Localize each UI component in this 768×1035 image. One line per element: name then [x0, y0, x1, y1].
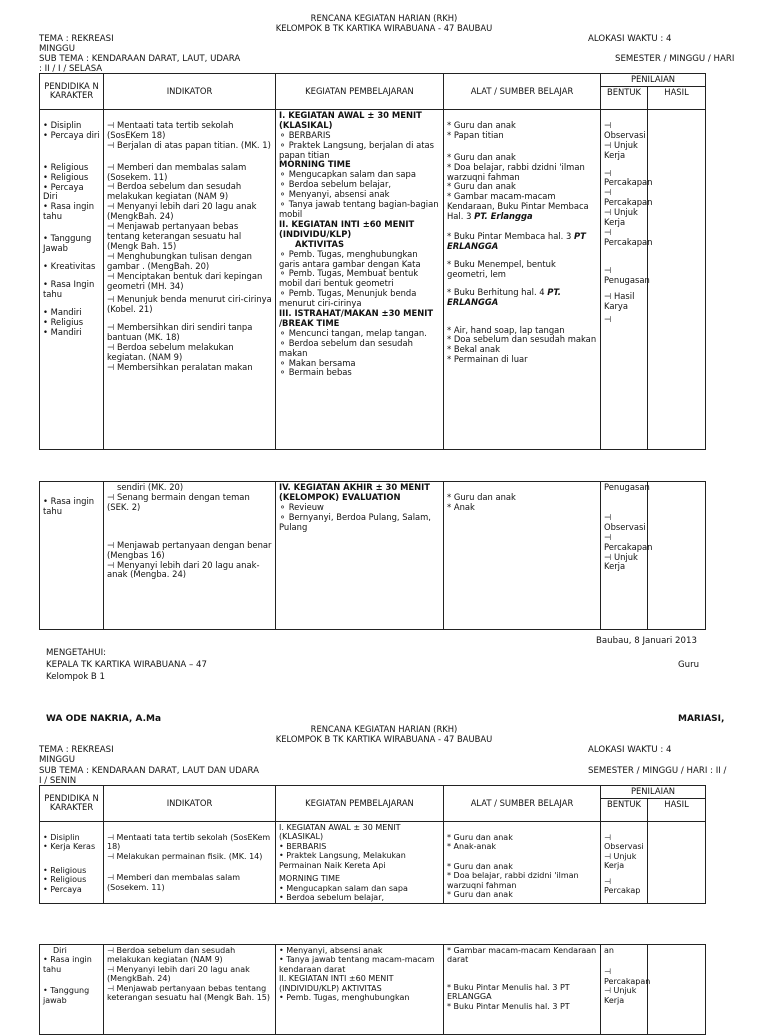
- indikator-cell: [104, 945, 276, 1035]
- indikator-cell: [104, 482, 276, 630]
- karakter-item: • Mandiri: [43, 326, 82, 337]
- kegiatan-inti: II. KEGIATAN INTI ±60 MENIT (INDIVIDU/KLP): [279, 218, 415, 239]
- karakter-item: • Rasa Ingin tahu: [43, 278, 95, 299]
- doc2-semester: SEMESTER / MINGGU / HARI : II /: [588, 766, 727, 776]
- kegiatan-item: ⚬ Mencunci tangan, melap tangan.: [279, 327, 427, 338]
- kegiatan-item: ⚬ Pemb. Tugas, Menunjuk benda menurut ciri-cirinya: [279, 288, 417, 309]
- indikator-item: ⊣ Menghubungkan tulisan dengan gambar . (MengBah. 20): [107, 250, 252, 271]
- karakter-item: • Tanggung Jawab: [43, 233, 92, 254]
- alat-item: * Guru dan anak: [447, 181, 516, 192]
- bentuk-item: ⊣ Observasi: [604, 832, 644, 852]
- indikator-item: ⊣ Memberi dan membalas salam (Sosekem. 11): [107, 873, 241, 892]
- karakter-cell: [40, 945, 104, 1035]
- kegiatan-item: ⚬ Mengucapkan salam dan sapa: [279, 169, 416, 180]
- bentuk-item: ⊣ Unjuk Kerja: [604, 551, 638, 572]
- signatory-left: WA ODE NAKRIA, A.Ma: [46, 714, 162, 724]
- alat-item: * Bekal anak: [447, 344, 501, 355]
- kegiatan-item: ⚬ Tanya jawab tentang bagian-bagian mobil: [279, 199, 439, 219]
- kegiatan-awal: I. KEGIATAN AWAL ± 30 MENIT (KLASIKAL): [279, 109, 422, 130]
- kegiatan-item: ⚬ Makan bersama: [279, 357, 356, 368]
- kegiatan-item: ⚬ Bermain bebas: [279, 367, 352, 378]
- bentuk-item: ⊣ Unjuk Kerja: [604, 851, 637, 871]
- alat-item: * Doa belajar, rabbi dzidni 'ilman warzuqni fahman: [447, 161, 585, 182]
- alat-item: * Doa belajar, rabbi dzidni 'ilman warzuqni fahman: [447, 871, 579, 890]
- alat-item: * Buku Pintar Menulis hal. 3 PT ERLANGGA: [447, 982, 570, 1002]
- kegiatan-item: • Mengucapkan salam dan sapa: [279, 883, 408, 893]
- alat-item: * Guru dan anak: [447, 492, 516, 502]
- kegiatan-awal: I. KEGIATAN AWAL ± 30 MENIT (KLASIKAL): [279, 822, 401, 842]
- bentuk-item: ⊣ Percakap: [604, 876, 641, 896]
- bentuk-item: ⊣ Percakapan: [604, 531, 653, 552]
- alat-cell: [444, 482, 601, 630]
- doc1-alokasi: ALOKASI WAKTU : 4: [588, 34, 672, 44]
- indikator-item: ⊣ Menjawab pertanyaan dengan benar (Mengbas 16): [107, 539, 272, 560]
- bentuk-item: ⊣ Unjuk Kerja: [604, 986, 637, 1005]
- kegiatan-item: ⚬ BERBARIS: [279, 129, 331, 140]
- alat-item: * Gambar macam-macam Kendaraan, Buku Pintar Membaca Hal. 3 PT. Erlangga: [447, 191, 589, 222]
- header-hasil: HASIL: [648, 798, 706, 821]
- indikator-cell: [104, 821, 276, 904]
- karakter-item: • Rasa ingin tahu: [43, 201, 95, 222]
- kegiatan-istirahat: III. ISTRAHAT/MAKAN ±30 MENIT /BREAK TIME: [279, 308, 434, 328]
- indikator-item: ⊣ Membersihkan diri sendiri tanpa bantuan (MK. 18): [107, 322, 253, 343]
- kegiatan-item: • Praktek Langsung, Melakukan Permainan Naik Kereta Api: [279, 851, 406, 870]
- kegiatan-item: ⚬ Menyanyi, absensi anak: [279, 189, 390, 200]
- kegiatan-item: ⚬ Pemb. Tugas, menghubungkan garis antara gambar dengan Kata: [279, 248, 421, 269]
- karakter-item: • Religious: [43, 865, 87, 875]
- header-alat: ALAT / SUMBER BELAJAR: [444, 786, 601, 822]
- alat-item: * Guru dan anak: [447, 151, 516, 162]
- indikator-item: ⊣ Menunjuk benda menurut ciri-cirinya (Kobel. 21): [107, 294, 272, 315]
- bentuk-item: ⊣ Observasi: [604, 119, 646, 140]
- kepala-label: KEPALA TK KARTIKA WIRABUANA – 47: [46, 660, 207, 670]
- bentuk-item: ⊣ Observasi: [604, 511, 646, 532]
- kegiatan-cell: [276, 482, 444, 630]
- doc2-tema: TEMA : REKREASI: [39, 745, 114, 755]
- doc1-table: [39, 73, 706, 450]
- bentuk-cell: [601, 482, 653, 630]
- doc2-subtitle: KELOMPOK B TK KARTIKA WIRABUANA - 47 BAUBAU: [275, 734, 493, 744]
- bentuk-item: ⊣ Percakapan: [604, 226, 653, 247]
- kegiatan-item: ⚬ Bernyanyi, Berdoa Pulang, Salam, Pulang: [279, 511, 431, 532]
- kegiatan-cell: [276, 821, 444, 904]
- doc1-tema: TEMA : REKREASI: [39, 34, 114, 44]
- kegiatan-item: • Berdoa sebelum belajar,: [279, 892, 385, 902]
- bentuk-item: ⊣ Unjuk Kerja: [604, 207, 638, 228]
- karakter-item: • Percaya: [43, 884, 82, 894]
- kegiatan-item: • Tanya jawab tentang macam-macam kendaraan darat: [279, 955, 435, 974]
- mengetahui-label: MENGETAHUI:: [46, 648, 107, 658]
- bentuk-item: ⊣ Penugasan: [604, 264, 650, 285]
- doc1-title: RENCANA KEGIATAN HARIAN (RKH): [310, 13, 458, 23]
- indikator-item: ⊣ Menjawab pertanyaan bebas tentang keterangan sesuatu hal (Mengk Bah. 15): [107, 221, 242, 251]
- karakter-item: • Disiplin: [43, 832, 80, 842]
- kegiatan-morning: MORNING TIME: [279, 159, 351, 170]
- kegiatan-item: ⚬ Pemb. Tugas, Membuat bentuk mobil dari bentuk geometri: [279, 268, 419, 289]
- kegiatan-inti: II. KEGIATAN INTI ±60 MENIT (INDIVIDU/KLP) AKTIVITAS: [279, 974, 394, 993]
- karakter-item: • Percaya Diri: [43, 181, 84, 202]
- header-pendidikan: PENDIDIKA N KARAKTER: [40, 786, 104, 822]
- bentuk-item: ⊣ Percakapan: [604, 967, 651, 986]
- kegiatan-cell: [276, 945, 444, 1035]
- kegiatan-morning: MORNING TIME: [279, 874, 341, 884]
- karakter-item: • Religious: [43, 875, 87, 885]
- kelompok-label: Kelompok B 1: [46, 672, 106, 682]
- bentuk-item: ⊣ Percakapan: [604, 187, 653, 208]
- alat-item: * Anak: [447, 501, 475, 512]
- doc1-semester: SEMESTER / MINGGU / HARI: [615, 54, 735, 64]
- kegiatan-cell: [276, 109, 444, 449]
- doc1-table-continued: [39, 481, 706, 630]
- alat-item: * Guru dan anak: [447, 832, 513, 842]
- alat-item: * Gambar macam-macam Kendaraan darat: [447, 946, 597, 965]
- doc2-minggu: MINGGU: [39, 755, 75, 765]
- hasil-cell: [648, 945, 706, 1035]
- guru-label: Guru: [678, 660, 700, 670]
- bentuk-item: ⊣ Unjuk Kerja: [604, 139, 638, 160]
- doc2-alokasi: ALOKASI WAKTU : 4: [588, 745, 672, 755]
- header-bentuk: BENTUK: [601, 798, 648, 821]
- alat-item: * Guru dan anak: [447, 890, 513, 900]
- karakter-item: • Religius: [43, 316, 84, 327]
- signature-date: Baubau, 8 Januari 2013: [596, 636, 697, 646]
- alat-cell: [444, 109, 601, 449]
- karakter-cell: [40, 109, 104, 449]
- indikator-item: ⊣ Memberi dan membalas salam (Sosekem. 11): [107, 161, 247, 182]
- indikator-item: sendiri (MK. 20): [117, 482, 184, 492]
- indikator-item: ⊣ Melakukan permainan fisik. (MK. 14): [107, 851, 263, 861]
- header-pendidikan: PENDIDIKA N KARAKTER: [40, 74, 104, 110]
- kegiatan-item: ⚬ Berdoa sebelum dan sesudah makan: [279, 337, 413, 358]
- kegiatan-item: ⚬ Praktek Langsung, berjalan di atas papan titian: [279, 139, 435, 160]
- header-indikator: INDIKATOR: [104, 786, 276, 822]
- karakter-item: • Religious: [43, 171, 89, 182]
- indikator-item: ⊣ Membersihkan peralatan makan: [107, 361, 253, 372]
- karakter-item: • Kerja Keras: [43, 842, 96, 852]
- doc2-title: RENCANA KEGIATAN HARIAN (RKH): [310, 724, 458, 734]
- indikator-cell: [104, 109, 276, 449]
- kegiatan-item: ⚬ Revieuw: [279, 501, 324, 512]
- bentuk-item: ⊣ Hasil Karya: [604, 290, 635, 311]
- indikator-item: ⊣ Senang bermain dengan teman (SEK. 2): [107, 491, 250, 512]
- alat-item: * Papan titian: [447, 129, 504, 140]
- karakter-item: • Rasa ingin tahu: [43, 955, 92, 974]
- indikator-item: ⊣ Berjalan di atas papan titian. (MK. 1): [107, 139, 271, 150]
- alat-item: * Anak-anak: [447, 842, 497, 852]
- karakter-item: • Kreativitas: [43, 260, 96, 271]
- doc1-semester-value: : II / I / SELASA: [39, 64, 103, 74]
- bentuk-cell: [601, 109, 653, 449]
- karakter-item: • Tanggung jawab: [43, 986, 90, 1005]
- alat-item: * Doa sebelum dan sesudah makan: [447, 334, 597, 345]
- signatory-right: MARIASI,: [678, 714, 725, 724]
- indikator-item: ⊣ Menyanyi lebih dari 20 lagu anak (MengkBah. 24): [107, 964, 250, 984]
- karakter-item: • Percaya diri: [43, 129, 100, 140]
- kegiatan-item: ⚬ Berdoa sebelum belajar,: [279, 179, 392, 190]
- alat-item: * Air, hand soap, lap tangan: [447, 324, 565, 335]
- alat-item: * Guru dan anak: [447, 861, 513, 871]
- karakter-item: Diri: [53, 946, 67, 955]
- bentuk-item: an: [604, 946, 614, 955]
- header-kegiatan: KEGIATAN PEMBELAJARAN: [276, 74, 444, 110]
- kegiatan-item: • BERBARIS: [279, 841, 327, 851]
- header-indikator: INDIKATOR: [104, 74, 276, 110]
- header-penilaian: PENILAIAN: [601, 74, 706, 87]
- doc1-minggu: MINGGU: [39, 44, 75, 54]
- kegiatan-item: • Menyanyi, absensi anak: [279, 946, 383, 955]
- header-bentuk: BENTUK: [601, 86, 648, 109]
- alat-item: * Buku Pintar Menulis hal. 3 PT: [447, 1001, 570, 1011]
- indikator-item: ⊣ Mentaati tata tertib sekolah (SosEKem 18): [107, 119, 234, 140]
- kegiatan-item: • Pemb. Tugas, menghubungkan: [279, 993, 410, 1003]
- doc1-subtitle: KELOMPOK B TK KARTIKA WIRABUANA - 47 BAUBAU: [275, 23, 493, 33]
- alat-item: * Guru dan anak: [447, 119, 516, 130]
- bentuk-cell: [601, 945, 651, 1035]
- header-alat: ALAT / SUMBER BELAJAR: [444, 74, 601, 110]
- bentuk-item: ⊣ Percakapan: [604, 167, 653, 188]
- alat-item: * Buku Pintar Membaca hal. 3 PT ERLANGGA: [447, 231, 586, 251]
- indikator-item: ⊣ Menyanyi lebih dari 20 lagu anak-anak (Mengba. 24): [107, 559, 260, 580]
- hasil-cell: [648, 821, 706, 904]
- indikator-item: ⊣ Menyanyi lebih dari 20 lagu anak (MengkBah. 24): [107, 201, 257, 222]
- bentuk-item: Penugasan: [604, 482, 650, 492]
- kegiatan-akhir: IV. KEGIATAN AKHIR ± 30 MENIT (KELOMPOK) EVALUATION: [279, 482, 430, 502]
- header-hasil: HASIL: [648, 86, 706, 109]
- bentuk-cell: [601, 821, 648, 904]
- doc1-subtema: SUB TEMA : KENDARAAN DARAT, LAUT, UDARA: [39, 54, 241, 64]
- kegiatan-aktivitas: AKTIVITAS: [295, 238, 344, 249]
- karakter-item: • Disiplin: [43, 119, 82, 130]
- header-kegiatan: KEGIATAN PEMBELAJARAN: [276, 786, 444, 822]
- indikator-item: ⊣ Menciptakan bentuk dari kepingan geometri (MH. 34): [107, 270, 263, 291]
- indikator-item: ⊣ Mentaati tata tertib sekolah (SosEKem 18): [107, 832, 271, 852]
- indikator-item: ⊣ Berdoa sebelum melakukan kegiatan. (NAM 9): [107, 342, 234, 362]
- hasil-cell: [648, 109, 706, 449]
- karakter-cell: [40, 482, 104, 630]
- karakter-cell: [40, 821, 104, 904]
- header-penilaian: PENILAIAN: [601, 786, 706, 799]
- alat-cell: [444, 821, 601, 904]
- karakter-item: • Religious: [43, 161, 89, 172]
- alat-item: * Buku Berhitung hal. 4 PT. ERLANGGA: [447, 286, 561, 307]
- alat-item: * Buku Menempel, bentuk geometri, lem: [447, 258, 556, 279]
- doc2-subtema: SUB TEMA : KENDARAAN DARAT, LAUT DAN UDARA: [39, 766, 259, 776]
- indikator-item: ⊣ Berdoa sebelum dan sesudah melakukan kegiatan (NAM 9): [107, 181, 242, 202]
- doc2-table: [39, 785, 706, 904]
- hasil-cell: [648, 482, 706, 630]
- bentuk-item: ⊣: [604, 314, 612, 325]
- doc2-table-continued: [39, 944, 706, 1035]
- alat-item: * Permainan di luar: [447, 354, 528, 365]
- karakter-item: • Rasa ingin tahu: [43, 496, 95, 516]
- alat-cell: [444, 945, 601, 1035]
- indikator-item: ⊣ Menjawab pertanyaan bebas tentang keterangan sesuatu hal (Mengk Bah. 15): [107, 983, 271, 1003]
- karakter-item: • Mandiri: [43, 306, 82, 317]
- doc2-semester-value: I / SENIN: [39, 776, 77, 786]
- indikator-item: ⊣ Berdoa sebelum dan sesudah melakukan kegiatan (NAM 9): [107, 946, 236, 965]
